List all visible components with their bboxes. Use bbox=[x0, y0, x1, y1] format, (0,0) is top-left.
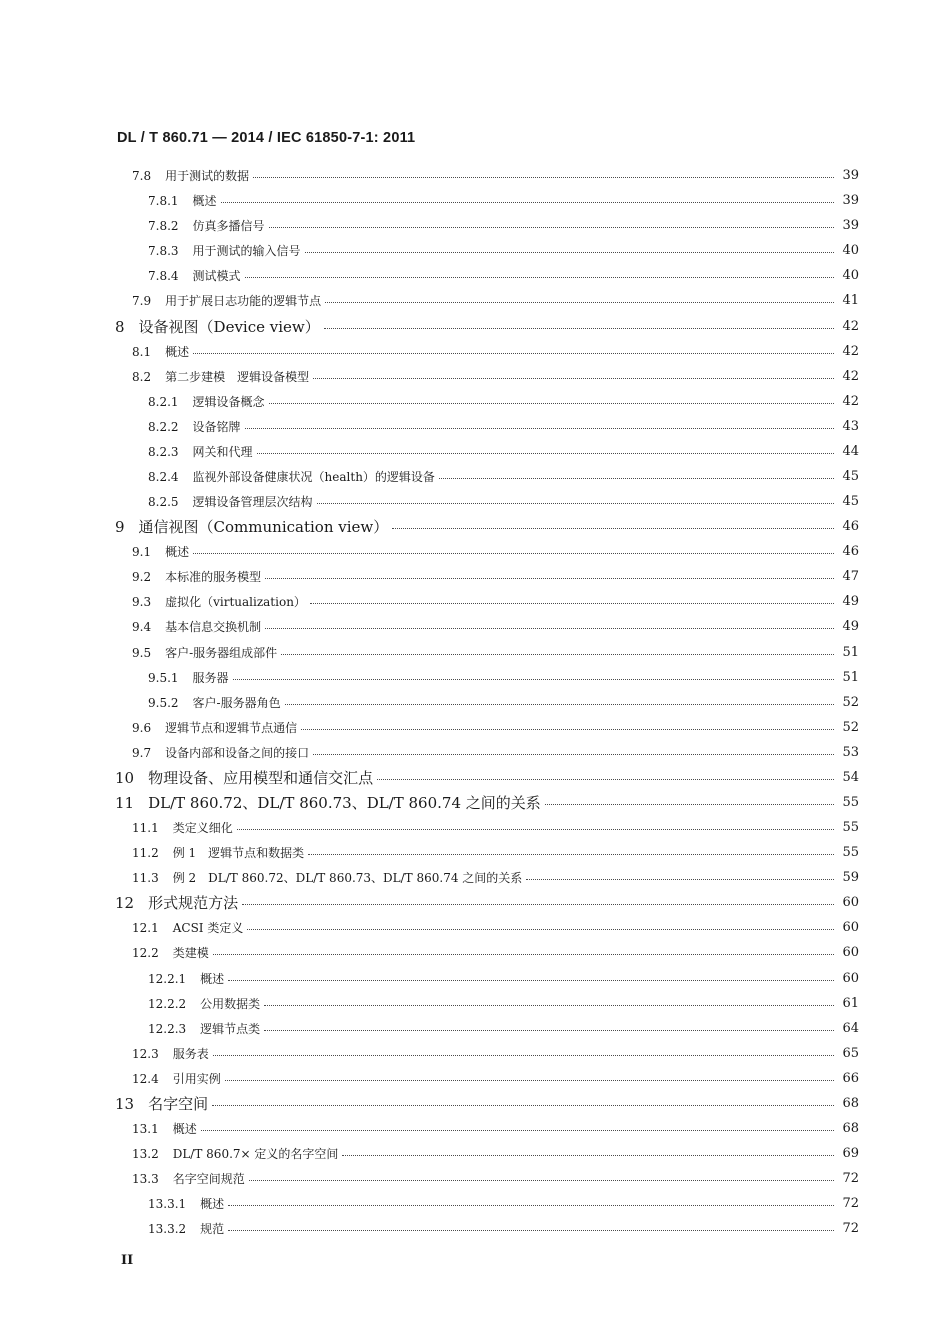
toc-entry-text: 概述 bbox=[165, 344, 190, 359]
toc-entry-text: 名字空间规范 bbox=[172, 1172, 245, 1187]
toc-entry-text: 类建模 bbox=[172, 946, 209, 961]
toc-entry-title bbox=[132, 368, 309, 385]
toc-entry[interactable] bbox=[0, 865, 950, 890]
toc-entry-title bbox=[132, 167, 249, 184]
toc-entry-number: 9.1 bbox=[132, 545, 152, 560]
toc-entry[interactable] bbox=[0, 1066, 950, 1091]
toc-entry-number: 13.3.2 bbox=[148, 1222, 187, 1237]
toc-entry-number: 12.2.3 bbox=[148, 1021, 187, 1036]
toc-entry[interactable] bbox=[0, 464, 950, 489]
toc-entry[interactable] bbox=[0, 1191, 950, 1216]
toc-entry-number: 7.8.4 bbox=[148, 269, 179, 284]
toc-dot-leader bbox=[212, 1104, 834, 1106]
toc-dot-leader bbox=[281, 653, 834, 655]
toc-entry-text: 概述 bbox=[200, 971, 225, 986]
toc-entry[interactable] bbox=[0, 514, 950, 539]
toc-dot-leader bbox=[245, 276, 834, 278]
toc-entry-number: 9.4 bbox=[132, 620, 152, 635]
toc-entry-text: 测试模式 bbox=[192, 269, 241, 284]
toc-entry[interactable] bbox=[0, 915, 950, 940]
toc-entry-title bbox=[132, 1145, 338, 1162]
toc-dot-leader bbox=[305, 251, 834, 253]
toc-entry-text: 设备内部和设备之间的接口 bbox=[165, 745, 310, 760]
toc-entry-title bbox=[132, 819, 233, 836]
toc-entry[interactable] bbox=[0, 313, 950, 338]
toc-entry-number: 8.2.4 bbox=[148, 469, 179, 484]
toc-entry-number: 9.3 bbox=[132, 595, 152, 610]
toc-entry[interactable] bbox=[0, 1116, 950, 1141]
toc-entry-number: 9.5.1 bbox=[148, 670, 179, 685]
toc-entry-title bbox=[148, 1195, 224, 1212]
toc-entry-number: 8.2.3 bbox=[148, 444, 179, 459]
toc-entry[interactable] bbox=[0, 940, 950, 965]
toc-entry-title bbox=[148, 242, 301, 259]
toc-entry-number: 12.2.2 bbox=[148, 996, 187, 1011]
toc-entry-text: 客户-服务器组成部件 bbox=[165, 645, 278, 660]
toc-entry-page: 42 bbox=[842, 368, 859, 384]
toc-entry-page: 59 bbox=[842, 870, 859, 886]
toc-dot-leader bbox=[233, 678, 834, 680]
toc-entry-page: 60 bbox=[842, 970, 859, 986]
toc-entry-number: 9.2 bbox=[132, 570, 152, 585]
toc-entry-title bbox=[148, 995, 260, 1012]
toc-entry-page: 46 bbox=[842, 544, 859, 560]
toc-entry-number: 7.9 bbox=[132, 294, 152, 309]
toc-entry-text: 服务表 bbox=[172, 1046, 209, 1061]
toc-entry-page: 66 bbox=[842, 1070, 859, 1086]
toc-entry-page: 69 bbox=[842, 1146, 859, 1162]
toc-entry[interactable] bbox=[0, 690, 950, 715]
toc-entry-text: 逻辑设备概念 bbox=[192, 394, 265, 409]
toc-entry[interactable] bbox=[0, 288, 950, 313]
toc-entry-text: 概述 bbox=[165, 545, 190, 560]
toc-entry-title bbox=[132, 719, 297, 736]
toc-entry[interactable] bbox=[0, 790, 950, 815]
toc-dot-leader bbox=[313, 753, 834, 755]
toc-entry[interactable] bbox=[0, 163, 950, 188]
toc-entry-text: 例 1 逻辑节点和数据类 bbox=[172, 846, 305, 861]
toc-dot-leader bbox=[221, 201, 834, 203]
toc-entry-number: 9.7 bbox=[132, 745, 152, 760]
toc-entry[interactable] bbox=[0, 1091, 950, 1116]
toc-entry-text: 设备铭牌 bbox=[192, 419, 241, 434]
toc-entry[interactable] bbox=[0, 414, 950, 439]
toc-entry[interactable] bbox=[0, 639, 950, 664]
toc-entry-title bbox=[132, 343, 189, 360]
toc-dot-leader bbox=[247, 928, 834, 930]
toc-entry[interactable] bbox=[0, 991, 950, 1016]
toc-entry-title bbox=[132, 1070, 221, 1087]
toc-entry-title bbox=[132, 593, 306, 610]
toc-dot-leader bbox=[193, 552, 834, 554]
toc-entry-number: 13.3 bbox=[132, 1172, 159, 1187]
toc-dot-leader bbox=[249, 1179, 834, 1181]
toc-entry-title bbox=[115, 792, 541, 813]
toc-entry-number: 8.2.1 bbox=[148, 394, 179, 409]
toc-entry-number: 7.8.2 bbox=[148, 219, 179, 234]
toc-entry-number: 13 bbox=[115, 1094, 135, 1113]
toc-entry-page: 65 bbox=[842, 1045, 859, 1061]
toc-entry-number: 12.2.1 bbox=[148, 971, 187, 986]
toc-entry-page: 40 bbox=[842, 268, 859, 284]
toc-entry-page: 43 bbox=[842, 418, 859, 434]
toc-entry-number: 7.8.3 bbox=[148, 244, 179, 259]
toc-entry-title bbox=[132, 844, 304, 861]
toc-dot-leader bbox=[228, 1204, 834, 1206]
toc-entry-page: 45 bbox=[842, 494, 859, 510]
toc-entry[interactable] bbox=[0, 715, 950, 740]
toc-entry[interactable] bbox=[0, 665, 950, 690]
toc-entry-text: 监视外部设备健康状况（health）的逻辑设备 bbox=[192, 469, 435, 484]
document-header: DL / T 860.71 — 2014 / IEC 61850-7-1: 2011 bbox=[117, 130, 416, 146]
toc-entry-title bbox=[148, 970, 224, 987]
toc-dot-leader bbox=[325, 301, 834, 303]
toc-dot-leader bbox=[265, 577, 834, 579]
toc-entry[interactable] bbox=[0, 966, 950, 991]
toc-entry-page: 39 bbox=[842, 168, 859, 184]
toc-dot-leader bbox=[245, 427, 834, 429]
toc-entry-title bbox=[148, 694, 281, 711]
toc-entry-text: 基本信息交换机制 bbox=[165, 620, 262, 635]
toc-entry[interactable] bbox=[0, 1216, 950, 1241]
toc-entry-number: 8.2.2 bbox=[148, 419, 179, 434]
toc-entry-title bbox=[132, 1170, 245, 1187]
toc-entry-page: 54 bbox=[842, 769, 859, 785]
toc-entry-title bbox=[148, 192, 217, 209]
toc-entry-title bbox=[148, 1220, 224, 1237]
toc-entry-number: 11.1 bbox=[132, 821, 159, 836]
toc-entry-page: 46 bbox=[842, 519, 859, 535]
toc-entry-number: 13.3.1 bbox=[148, 1197, 187, 1212]
toc-dot-leader bbox=[213, 953, 834, 955]
toc-entry-title bbox=[148, 1020, 260, 1037]
toc-entry-number: 8.1 bbox=[132, 344, 152, 359]
toc-entry-text: 第二步建模 逻辑设备模型 bbox=[165, 369, 310, 384]
toc-entry-number: 9.5.2 bbox=[148, 695, 179, 710]
toc-entry-title bbox=[132, 1120, 197, 1137]
toc-entry-page: 42 bbox=[842, 393, 859, 409]
toc-entry-page: 52 bbox=[842, 719, 859, 735]
toc-entry-text: 逻辑设备管理层次结构 bbox=[192, 495, 313, 510]
toc-entry[interactable] bbox=[0, 564, 950, 589]
toc-entry-number: 13.1 bbox=[132, 1122, 159, 1136]
toc-entry-text: ACSI 类定义 bbox=[172, 921, 244, 936]
toc-dot-leader bbox=[213, 1054, 834, 1056]
toc-entry-number: 8.2.5 bbox=[148, 495, 179, 510]
toc-entry-title bbox=[148, 669, 229, 686]
toc-entry-text: DL/T 860.7× 定义的名字空间 bbox=[172, 1147, 339, 1162]
toc-entry-number: 8.2 bbox=[132, 369, 152, 384]
toc-entry-page: 40 bbox=[842, 243, 859, 259]
toc-entry-page: 51 bbox=[842, 669, 859, 685]
toc-entry[interactable] bbox=[0, 339, 950, 364]
toc-entry-text: 规范 bbox=[200, 1222, 225, 1237]
toc-entry[interactable] bbox=[0, 238, 950, 263]
toc-entry-text: 设备视图（Device view） bbox=[138, 317, 320, 336]
toc-entry-page: 60 bbox=[842, 920, 859, 936]
toc-entry-number: 9.6 bbox=[132, 720, 152, 735]
toc-entry-page: 52 bbox=[842, 694, 859, 710]
toc-entry-title bbox=[132, 1045, 209, 1062]
toc-entry-page: 44 bbox=[842, 443, 859, 459]
toc-entry-number: 12.3 bbox=[132, 1046, 159, 1061]
toc-entry-number: 10 bbox=[115, 768, 135, 787]
toc-entry-page: 68 bbox=[842, 1095, 859, 1111]
toc-dot-leader bbox=[264, 1004, 834, 1006]
toc-dot-leader bbox=[377, 778, 834, 780]
toc-entry[interactable] bbox=[0, 840, 950, 865]
toc-entry-title bbox=[132, 543, 189, 560]
toc-entry-title bbox=[132, 644, 277, 661]
toc-entry-title bbox=[115, 1093, 208, 1114]
toc-entry-number: 12 bbox=[115, 894, 135, 913]
toc-entry[interactable] bbox=[0, 263, 950, 288]
toc-entry-text: 概述 bbox=[192, 194, 217, 209]
toc-entry-number: 12.2 bbox=[132, 946, 159, 961]
toc-dot-leader bbox=[324, 327, 834, 329]
toc-entry-text: 公用数据类 bbox=[200, 996, 261, 1011]
toc-entry-number: 11 bbox=[115, 793, 135, 812]
toc-dot-leader bbox=[308, 853, 834, 855]
toc-dot-leader bbox=[301, 728, 834, 730]
toc-entry-text: 服务器 bbox=[192, 670, 229, 685]
toc-entry-title bbox=[148, 443, 253, 460]
toc-entry[interactable] bbox=[0, 890, 950, 915]
toc-entry-number: 11.3 bbox=[132, 871, 159, 886]
toc-entry-title bbox=[132, 744, 309, 761]
toc-entry[interactable] bbox=[0, 1166, 950, 1191]
toc-entry-title bbox=[115, 516, 388, 537]
toc-entry-title bbox=[148, 493, 313, 510]
toc-dot-leader bbox=[237, 828, 834, 830]
toc-entry-text: 用于测试的输入信号 bbox=[192, 244, 301, 259]
toc-entry-title bbox=[132, 292, 321, 309]
toc-entry-page: 42 bbox=[842, 318, 859, 334]
toc-entry-number: 9.5 bbox=[132, 645, 152, 660]
toc-entry-number: 7.8.1 bbox=[148, 194, 179, 209]
toc-entry-page: 72 bbox=[842, 1171, 859, 1187]
toc-entry-text: 例 2 DL/T 860.72、DL/T 860.73、DL/T 860.74 之间的关系 bbox=[172, 871, 523, 886]
toc-entry-page: 49 bbox=[842, 619, 859, 635]
toc-entry[interactable] bbox=[0, 740, 950, 765]
toc-dot-leader bbox=[269, 226, 834, 228]
toc-dot-leader bbox=[242, 903, 834, 905]
toc-entry-title bbox=[148, 217, 265, 234]
toc-dot-leader bbox=[253, 176, 834, 178]
toc-entry-text: 用于测试的数据 bbox=[165, 169, 250, 184]
table-of-contents bbox=[0, 163, 950, 1241]
toc-entry-title bbox=[148, 468, 435, 485]
toc-entry-page: 39 bbox=[842, 193, 859, 209]
toc-entry-text: 引用实例 bbox=[172, 1071, 221, 1086]
toc-entry[interactable] bbox=[0, 589, 950, 614]
toc-entry-title bbox=[148, 267, 241, 284]
toc-entry-page: 72 bbox=[842, 1196, 859, 1212]
toc-entry-title bbox=[132, 944, 209, 961]
toc-entry-number: 12.4 bbox=[132, 1071, 159, 1086]
toc-entry-page: 72 bbox=[842, 1221, 859, 1237]
toc-dot-leader bbox=[545, 803, 834, 805]
toc-entry-page: 61 bbox=[842, 995, 859, 1011]
toc-entry[interactable] bbox=[0, 489, 950, 514]
toc-entry-text: 逻辑节点类 bbox=[200, 1021, 261, 1036]
toc-entry-page: 55 bbox=[842, 845, 859, 861]
toc-entry-number: 11.2 bbox=[132, 846, 159, 861]
toc-entry-page: 47 bbox=[842, 569, 859, 585]
toc-entry-page: 64 bbox=[842, 1020, 859, 1036]
toc-entry-number: 7.8 bbox=[132, 169, 152, 184]
toc-entry[interactable] bbox=[0, 188, 950, 213]
toc-dot-leader bbox=[193, 352, 834, 354]
toc-entry-text: 概述 bbox=[200, 1197, 225, 1212]
toc-dot-leader bbox=[269, 402, 834, 404]
toc-entry[interactable] bbox=[0, 539, 950, 564]
toc-entry-page: 42 bbox=[842, 343, 859, 359]
toc-entry-title bbox=[132, 618, 261, 635]
toc-entry[interactable] bbox=[0, 389, 950, 414]
toc-entry[interactable] bbox=[0, 1041, 950, 1066]
toc-entry-text: 用于扩展日志功能的逻辑节点 bbox=[165, 294, 322, 309]
toc-entry-page: 68 bbox=[842, 1121, 859, 1136]
toc-entry-page: 55 bbox=[842, 820, 859, 836]
toc-entry-number: 9 bbox=[115, 518, 125, 537]
toc-entry-text: 通信视图（Communication view） bbox=[138, 518, 389, 537]
toc-entry-text: 虚拟化（virtualization） bbox=[165, 595, 306, 610]
toc-entry-title bbox=[115, 316, 320, 337]
toc-entry[interactable] bbox=[0, 439, 950, 464]
page-number: II bbox=[121, 1253, 134, 1268]
toc-entry-text: 逻辑节点和逻辑节点通信 bbox=[165, 720, 298, 735]
toc-dot-leader bbox=[313, 377, 834, 379]
toc-entry[interactable] bbox=[0, 213, 950, 238]
toc-entry-title bbox=[148, 418, 241, 435]
toc-entry-title bbox=[115, 767, 373, 788]
toc-entry-page: 45 bbox=[842, 468, 859, 484]
toc-entry-page: 60 bbox=[842, 945, 859, 961]
toc-dot-leader bbox=[285, 703, 834, 705]
toc-entry-title bbox=[132, 869, 522, 886]
toc-entry-text: 名字空间 bbox=[148, 1094, 209, 1113]
toc-entry-title bbox=[132, 568, 261, 585]
toc-dot-leader bbox=[201, 1129, 834, 1131]
toc-dot-leader bbox=[265, 627, 834, 629]
toc-entry-text: 仿真多播信号 bbox=[192, 219, 265, 234]
toc-entry-page: 51 bbox=[842, 644, 859, 660]
toc-entry-page: 53 bbox=[842, 744, 859, 760]
toc-entry-page: 55 bbox=[842, 794, 859, 810]
toc-dot-leader bbox=[439, 477, 834, 479]
toc-entry-text: 本标准的服务模型 bbox=[165, 570, 262, 585]
toc-entry-text: 客户-服务器角色 bbox=[192, 695, 281, 710]
toc-entry-page: 39 bbox=[842, 218, 859, 234]
toc-entry-title bbox=[132, 919, 243, 936]
toc-dot-leader bbox=[310, 602, 834, 604]
toc-dot-leader bbox=[257, 452, 834, 454]
toc-entry[interactable] bbox=[0, 765, 950, 790]
toc-entry-text: 网关和代理 bbox=[192, 444, 253, 459]
toc-entry-number: 12.1 bbox=[132, 921, 159, 936]
toc-entry[interactable] bbox=[0, 1016, 950, 1041]
toc-dot-leader bbox=[228, 1229, 834, 1231]
toc-entry-title bbox=[148, 393, 265, 410]
toc-entry-text: 形式规范方法 bbox=[148, 894, 239, 913]
toc-dot-leader bbox=[264, 1029, 834, 1031]
toc-dot-leader bbox=[392, 527, 834, 529]
toc-dot-leader bbox=[317, 502, 834, 504]
toc-entry[interactable] bbox=[0, 815, 950, 840]
toc-entry-number: 8 bbox=[115, 317, 125, 336]
toc-entry-text: 物理设备、应用模型和通信交汇点 bbox=[148, 768, 374, 787]
toc-entry-page: 49 bbox=[842, 594, 859, 610]
toc-dot-leader bbox=[342, 1154, 834, 1156]
toc-entry-title bbox=[115, 892, 238, 913]
toc-dot-leader bbox=[526, 878, 834, 880]
toc-entry-text: 类定义细化 bbox=[172, 821, 233, 836]
toc-dot-leader bbox=[228, 979, 834, 981]
toc-entry-page: 60 bbox=[842, 895, 859, 911]
toc-dot-leader bbox=[225, 1079, 834, 1081]
toc-entry[interactable] bbox=[0, 364, 950, 389]
toc-entry-number: 13.2 bbox=[132, 1147, 159, 1162]
toc-entry[interactable] bbox=[0, 614, 950, 639]
toc-entry[interactable] bbox=[0, 1141, 950, 1166]
toc-entry-text: DL/T 860.72、DL/T 860.73、DL/T 860.74 之间的关系 bbox=[148, 793, 541, 812]
toc-entry-text: 概述 bbox=[172, 1122, 197, 1136]
toc-entry-page: 41 bbox=[842, 293, 859, 309]
